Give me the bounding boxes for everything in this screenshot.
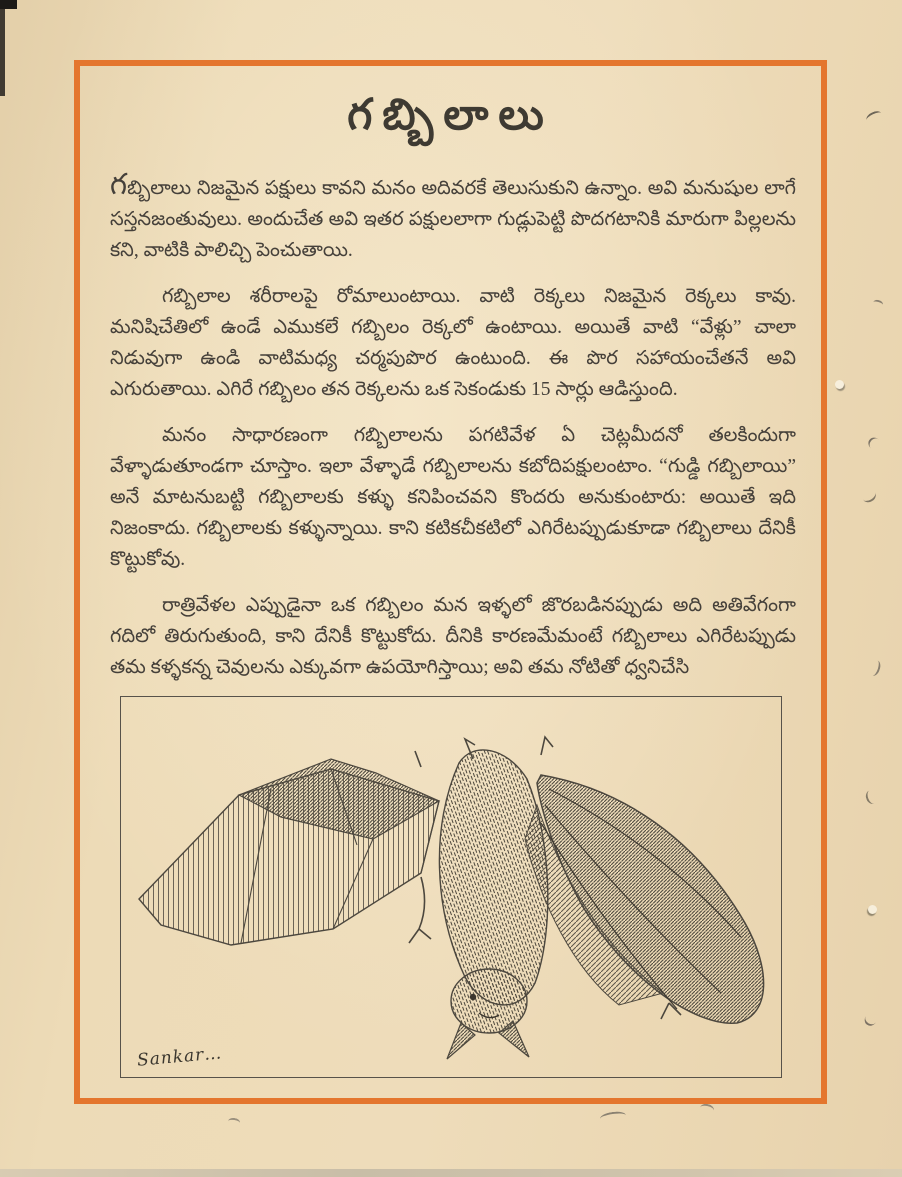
scan-artifact: [865, 109, 883, 124]
page-content: [110, 66, 796, 1078]
scan-artifact: [860, 487, 878, 504]
figure-frame: [120, 696, 782, 1078]
scan-artifact: [864, 788, 880, 805]
page-title: గబ్బిలాలు: [347, 92, 554, 139]
paragraph: గబ్బిలాల శరీరాలపై రోమాలుంటాయి. వాటి రెక్కలు నిజమైన రెక్కలు కావు. మనిషిచేతిలో ఉండే ఎముకలే గబ్బిలం రెక్కలో ఉంటాయి. అయితే వాటి “వేళ్లు” చాలా నిడువుగా ఉండి వాటిమధ్య చర్మపుపొర ఉంటుంది. ఈ పొర సహాయంచేతనే అవి ఎగురుతాయి. ఎగిరే గబ్బిలం తన రెక్కలను ఒక సెకండుకు 15 సార్లు ఆడిస్తుంది.: [110, 286, 796, 400]
paragraph: మనం సాధారణంగా గబ్బిలాలను పగటివేళ ఏ చెట్లమీదనో తలకిందుగా వేళ్ళాడుతూండగా చూస్తాం. ఇలా వేళ్ళాడే గబ్బిలాలను కబోదిపక్షులంటాం. “గుడ్డి గబ్బిలాయి” అనే మాటనుబట్టి గబ్బిలాలకు కళ్ళు కనిపించవని కొందరు అనుకుంటారు: అయితే ఇది నిజంకాదు. గబ్బిలాలకు కళ్ళున్నాయి. కాని కటికచీకటిలో ఎగిరేటప్పుడుకూడా గబ్బిలాలు దేనికీ కొట్టుకోవు.: [110, 425, 796, 570]
scan-artifact: [872, 299, 883, 308]
scan-artifact: [0, 1169, 902, 1177]
bat-illustration: [121, 697, 781, 1077]
scan-artifact: [862, 1010, 880, 1028]
paragraph: గబ్బిలాలు నిజమైన పక్షులు కావని మనం అదివరకే తెలుసుకుని ఉన్నాం. అవి మనుషుల లాగే సస్తనజంతువులు. అందుచేత అవి ఇతర పక్షులలాగా గుడ్లుపెట్టి పొదగటానికి మారుగా పిల్లలను కని, వాటికి పాలిచ్చి పెంచుతాయి.: [110, 169, 796, 261]
body-text: [110, 171, 796, 683]
scan-artifact: [866, 435, 884, 453]
artist-signature: Sankar…: [135, 1043, 223, 1071]
scan-artifact: [835, 380, 844, 389]
scan-artifact: [599, 1110, 626, 1124]
scan-artifact: [868, 659, 882, 677]
paragraph: రాత్రివేళల ఎప్పుడైనా ఒక గబ్బిలం మన ఇళ్ళలో జొరబడినప్పుడు అది అతివేగంగా గదిలో తిరుగుతుంది, కాని దేనికీ కొట్టుకోదు. దీనికి కారణమేమంటే గబ్బిలాలు ఎగిరేటప్పుడు తమ కళ్ళకన్న చెవులను ఎక్కువగా ఉపయోగిస్తాయి; అవి తమ నోటితో ధ్వనిచేసి: [110, 595, 796, 678]
scan-artifact: [0, 0, 5, 96]
scan-artifact: [0, 0, 17, 9]
page-border: [74, 60, 827, 1104]
scan-artifact: [868, 905, 877, 914]
scan-artifact: [228, 1117, 241, 1127]
scan-artifact: [699, 1103, 715, 1116]
